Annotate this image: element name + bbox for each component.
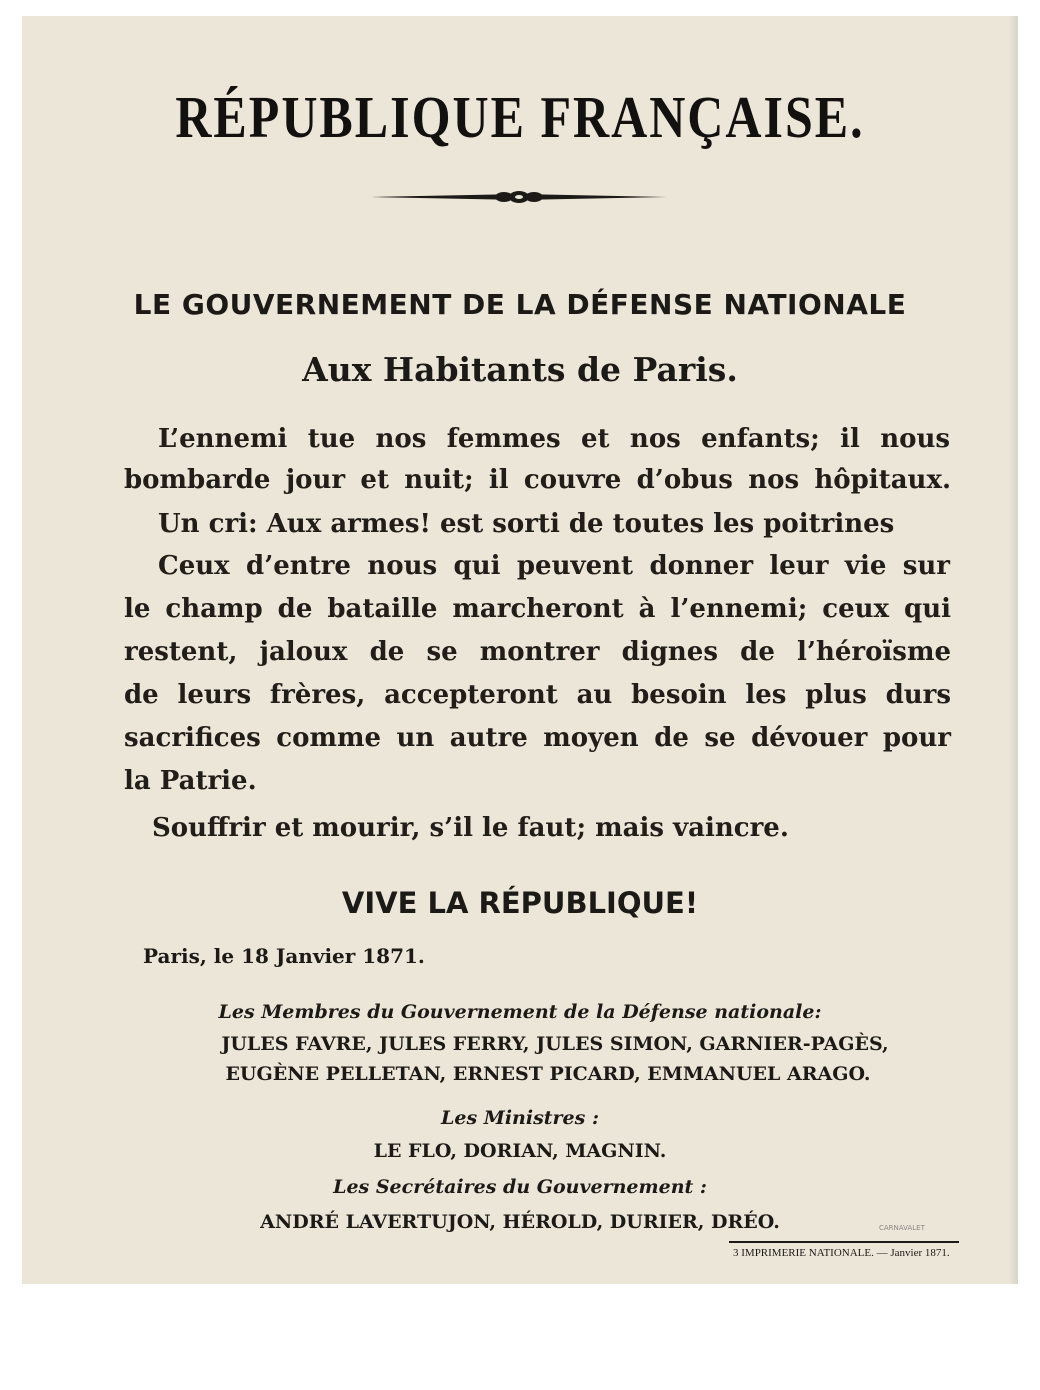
body-line: sacrifices comme un autre moyen de se dévouer pour <box>124 723 951 753</box>
vive-la-republique: VIVE LA RÉPUBLIQUE! <box>341 886 699 920</box>
members-names-line: JULES FAVRE, JULES FERRY, JULES SIMON, GARNIER-PAGÈS, <box>221 1033 889 1055</box>
archive-stamp: CARNAVALET <box>879 1224 925 1232</box>
body-line: Ceux d’entre nous qui peuvent donner leur vie sur <box>158 551 950 581</box>
body-line: restent, jaloux de se montrer dignes de l’héroïsme <box>124 637 951 667</box>
members-heading: Les Membres du Gouvernement de la Défense nationale: <box>218 1001 822 1023</box>
date-line: Paris, le 18 Janvier 1871. <box>143 944 425 968</box>
decorative-rule-icon <box>369 187 669 207</box>
body-line: L’ennemi tue nos femmes et nos enfants; il nous <box>158 424 950 454</box>
members-names-line: EUGÈNE PELLETAN, ERNEST PICARD, EMMANUEL ARAGO. <box>225 1063 871 1085</box>
body-line: de leurs frères, accepteront au besoin les plus durs <box>124 680 951 710</box>
body-line: la Patrie. <box>124 766 257 796</box>
poster-header: RÉPUBLIQUE FRANÇAISE. <box>175 83 865 151</box>
government-heading: LE GOUVERNEMENT DE LA DÉFENSE NATIONALE <box>133 288 907 321</box>
imprint-line: 3 IMPRIMERIE NATIONALE. — Janvier 1871. <box>733 1247 950 1259</box>
poster-sheet <box>22 16 1018 1284</box>
body-line: le champ de bataille marcheront à l’ennemi; ceux qui <box>124 594 951 624</box>
imprint-rule <box>729 1241 959 1243</box>
ministers-names: LE FLO, DORIAN, MAGNIN. <box>373 1140 667 1162</box>
ministers-heading: Les Ministres : <box>441 1107 599 1129</box>
body-line: bombarde jour et nuit; il couvre d’obus nos hôpitaux. <box>124 465 951 495</box>
secretaries-names: ANDRÉ LAVERTUJON, HÉROLD, DURIER, DRÉO. <box>260 1211 780 1233</box>
body-line: Un cri: Aux armes! est sorti de toutes les poitrines <box>158 509 895 539</box>
secretaries-heading: Les Secrétaires du Gouvernement : <box>333 1176 707 1198</box>
body-line: Souffrir et mourir, s’il le faut; mais vaincre. <box>152 813 789 843</box>
addressee-heading: Aux Habitants de Paris. <box>302 350 738 389</box>
